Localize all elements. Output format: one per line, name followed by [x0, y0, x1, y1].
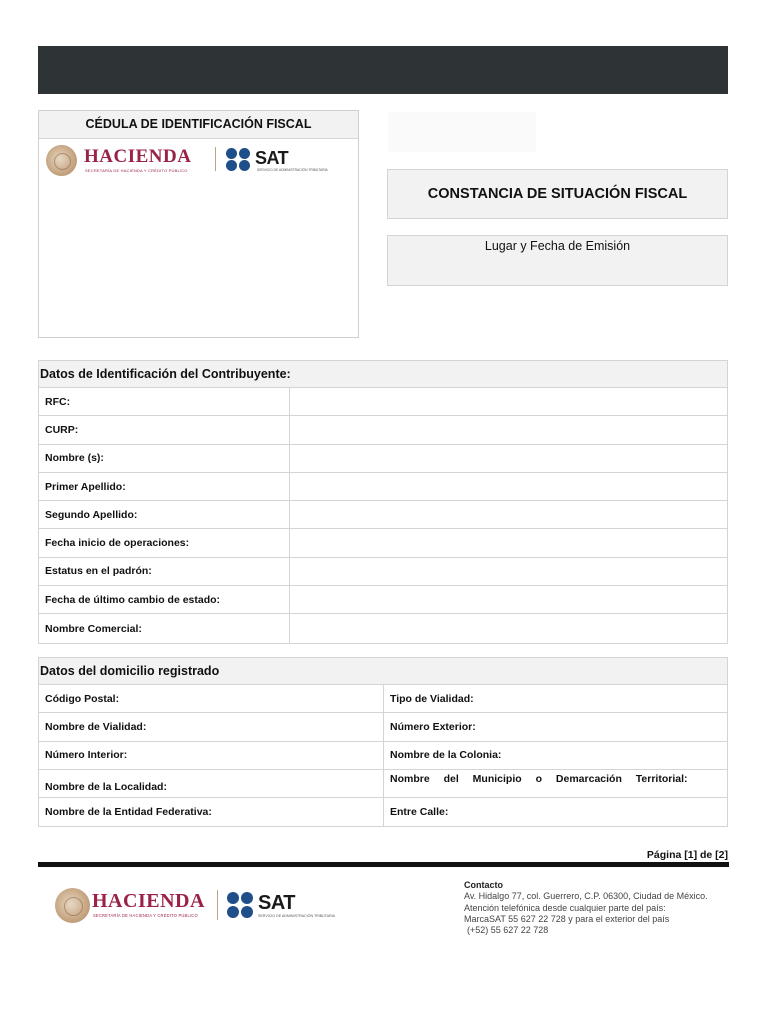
table-row	[39, 614, 727, 642]
contact-title: Contacto	[464, 880, 503, 890]
field-label: RFC:	[39, 388, 290, 415]
qr-placeholder	[388, 112, 536, 152]
contact-line: Av. Hidalgo 77, col. Guerrero, C.P. 06300, Ciudad de México.	[464, 891, 708, 902]
field-value	[290, 529, 727, 556]
field-value	[290, 416, 727, 443]
field-label: Entre Calle:	[390, 806, 449, 819]
field-label: Nombre (s):	[39, 445, 290, 472]
footer-logos	[54, 885, 374, 927]
hacienda-logo-subtitle: SECRETARÍA DE HACIENDA Y CRÉDITO PÚBLICO	[85, 168, 188, 173]
table-row	[39, 473, 727, 501]
table-row	[39, 742, 727, 770]
field-label: Número Exterior:	[390, 720, 476, 733]
contact-line: MarcaSAT 55 627 22 728 y para el exterior del país	[464, 913, 670, 924]
table-row	[39, 798, 727, 826]
sat-logo-subtitle: SERVICIO DE ADMINISTRACIÓN TRIBUTARIA	[258, 914, 336, 918]
field-label: Fecha de último cambio de estado:	[39, 586, 290, 613]
constancia-title: CONSTANCIA DE SITUACIÓN FISCAL	[387, 169, 728, 219]
field-value	[290, 501, 727, 528]
field-label: Nombre de Vialidad:	[39, 713, 384, 740]
field-label: Fecha inicio de operaciones:	[39, 529, 290, 556]
field-label: Tipo de Vialidad:	[390, 692, 474, 705]
field-label: Código Postal:	[39, 685, 384, 712]
contact-line: Atención telefónica desde cualquier parte del país:	[464, 902, 666, 913]
field-label: CURP:	[39, 416, 290, 443]
field-value	[290, 558, 727, 585]
identificacion-section	[38, 360, 728, 644]
table-row	[39, 558, 727, 586]
cedula-box	[38, 110, 359, 338]
field-value	[290, 445, 727, 472]
lugar-fecha-emision: Lugar y Fecha de Emisión	[387, 235, 728, 286]
top-banner	[38, 46, 728, 94]
logo-divider	[217, 890, 218, 920]
field-label: Segundo Apellido:	[39, 501, 290, 528]
field-label: Nombre Comercial:	[39, 614, 290, 642]
field-label: Estatus en el padrón:	[39, 558, 290, 585]
field-value	[290, 586, 727, 613]
sat-dots-icon	[226, 148, 252, 172]
sat-logo-text: SAT	[255, 148, 289, 168]
header-logos	[39, 139, 358, 183]
table-row	[39, 586, 727, 614]
table-row	[39, 685, 727, 713]
page-number: Página [1] de [2]	[646, 849, 728, 861]
table-row	[39, 529, 727, 557]
table-row	[39, 416, 727, 444]
field-label: Nombre de la Entidad Federativa:	[39, 798, 384, 826]
footer-divider	[38, 862, 729, 867]
table-row	[39, 388, 727, 416]
sat-logo-subtitle: SERVICIO DE ADMINISTRACIÓN TRIBUTARIA	[257, 168, 328, 172]
field-label: Nombre de la Localidad:	[39, 770, 384, 797]
table-row	[39, 713, 727, 741]
field-label: Primer Apellido:	[39, 473, 290, 500]
table-row	[39, 501, 727, 529]
field-value	[290, 614, 727, 642]
hacienda-logo-subtitle: SECRETARÍA DE HACIENDA Y CRÉDITO PÚBLICO	[93, 913, 198, 918]
domicilio-section	[38, 657, 728, 827]
table-row	[39, 770, 727, 798]
domicilio-title: Datos del domicilio registrado	[39, 658, 727, 685]
field-value	[290, 473, 727, 500]
field-label: Nombre del Municipio o Demarcación Territorial:	[390, 772, 688, 785]
contact-block	[464, 880, 708, 936]
table-row	[39, 445, 727, 473]
identificacion-title: Datos de Identificación del Contribuyente:	[39, 361, 727, 388]
field-value	[290, 388, 727, 415]
seal-icon	[55, 888, 90, 923]
contact-line: (+52) 55 627 22 728	[467, 925, 549, 936]
sat-logo-text: SAT	[258, 892, 296, 914]
cedula-title: CÉDULA DE IDENTIFICACIÓN FISCAL	[39, 111, 358, 139]
field-label: Número Interior:	[39, 742, 384, 769]
hacienda-logo-text: HACIENDA	[84, 146, 192, 167]
sat-dots-icon	[227, 892, 255, 920]
hacienda-logo-text: HACIENDA	[92, 890, 205, 912]
logo-divider	[215, 147, 216, 171]
field-label: Nombre de la Colonia:	[390, 749, 502, 762]
seal-icon	[46, 145, 77, 176]
